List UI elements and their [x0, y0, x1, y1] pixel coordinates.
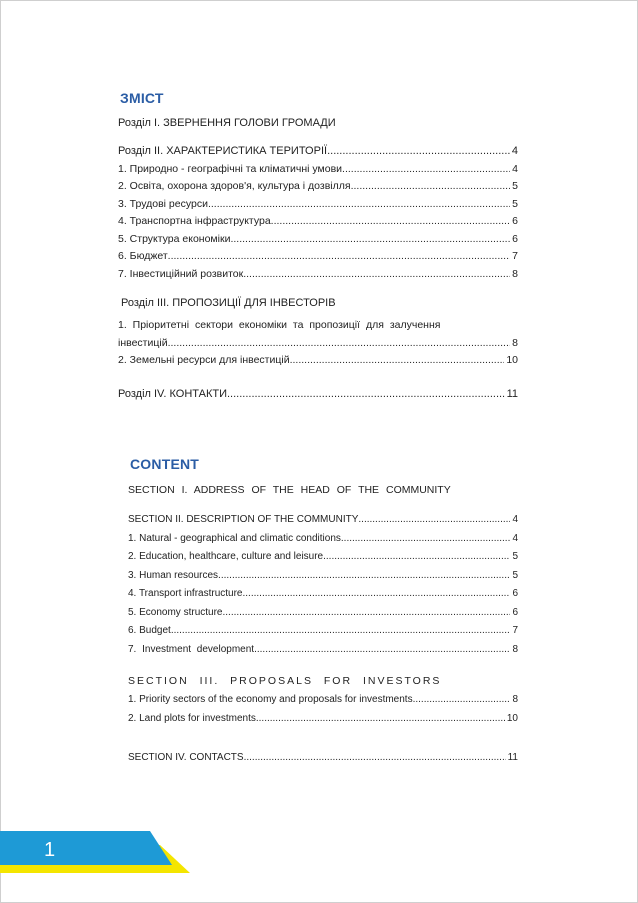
toc-en-item: 6. Budget ..... 7: [128, 622, 518, 641]
toc-en-item: 7. Investment development ..... 8: [128, 641, 518, 660]
toc-ua-title: ЗМІСТ: [120, 90, 164, 106]
toc-en-section-3: SECTION III. PROPOSALS FOR INVESTORS: [128, 675, 442, 687]
page-number: 1: [44, 839, 56, 861]
toc-ua-item: 1. Природно - географічні та кліматичні умови ..... 4: [118, 161, 518, 179]
toc-en-section-4: SECTION IV. CONTACTS ..... 11: [128, 749, 518, 768]
toc-en-item: 1. Priority sectors of the economy and proposals for investments ..... 8: [128, 691, 518, 710]
toc-ua-item: 2. Земельні ресурси для інвестицій ..... 10: [118, 352, 518, 370]
toc-ua-section-2: Розділ ІІ. ХАРАКТЕРИСТИКА ТЕРИТОРІЇ ..... 4: [118, 143, 518, 161]
toc-ukrainian: [118, 90, 518, 403]
toc-en-item: 5. Economy structure ..... 6: [128, 604, 518, 623]
toc-ua-item: 6. Бюджет ..... 7: [118, 248, 518, 266]
toc-ua-item-line1: 1. Пріоритетні сектори економіки та пропозиції для залучення: [118, 319, 441, 331]
toc-en-title: CONTENT: [130, 456, 200, 472]
toc-ua-section-4: Розділ IV. КОНТАКТИ ..... 11: [118, 386, 518, 404]
toc-ua-section-3: Розділ ІІІ. ПРОПОЗИЦІЇ ДЛЯ ІНВЕСТОРІВ: [121, 297, 336, 309]
toc-en-section-1: SECTION I. ADDRESS OF THE HEAD OF THE COMMUNITY: [128, 484, 451, 496]
toc-ua-item: 4. Транспортна інфраструктура ..... 6: [118, 213, 518, 231]
toc-en-item: 2. Education, healthcare, culture and leisure ..... 5: [128, 548, 518, 567]
page-number-tab: [0, 831, 190, 873]
toc-en-item: 4. Transport infrastructure ..... 6: [128, 585, 518, 604]
toc-en-item: 3. Human resources ..... 5: [128, 567, 518, 586]
toc-ua-item: 7. Інвестиційний розвиток ..... 8: [118, 266, 518, 284]
toc-ua-item: 5. Структура економіки ..... 6: [118, 231, 518, 249]
toc-en-section-2: SECTION II. DESCRIPTION OF THE COMMUNITY ..... 4: [128, 511, 518, 530]
blue-tab: [0, 831, 172, 865]
toc-ua-item: інвестицій ..... 8: [118, 335, 518, 353]
toc-ua-item: 3. Трудові ресурси ..... 5: [118, 196, 518, 214]
toc-english: [118, 456, 518, 768]
toc-en-item: 1. Natural - geographical and climatic conditions ..... 4: [128, 530, 518, 549]
toc-ua-item: 2. Освіта, охорона здоров'я, культура і дозвілля ..... 5: [118, 178, 518, 196]
toc-en-item: 2. Land plots for investments ..... 10: [128, 710, 518, 729]
toc-ua-section-1: Розділ І. ЗВЕРНЕННЯ ГОЛОВИ ГРОМАДИ: [118, 117, 336, 129]
